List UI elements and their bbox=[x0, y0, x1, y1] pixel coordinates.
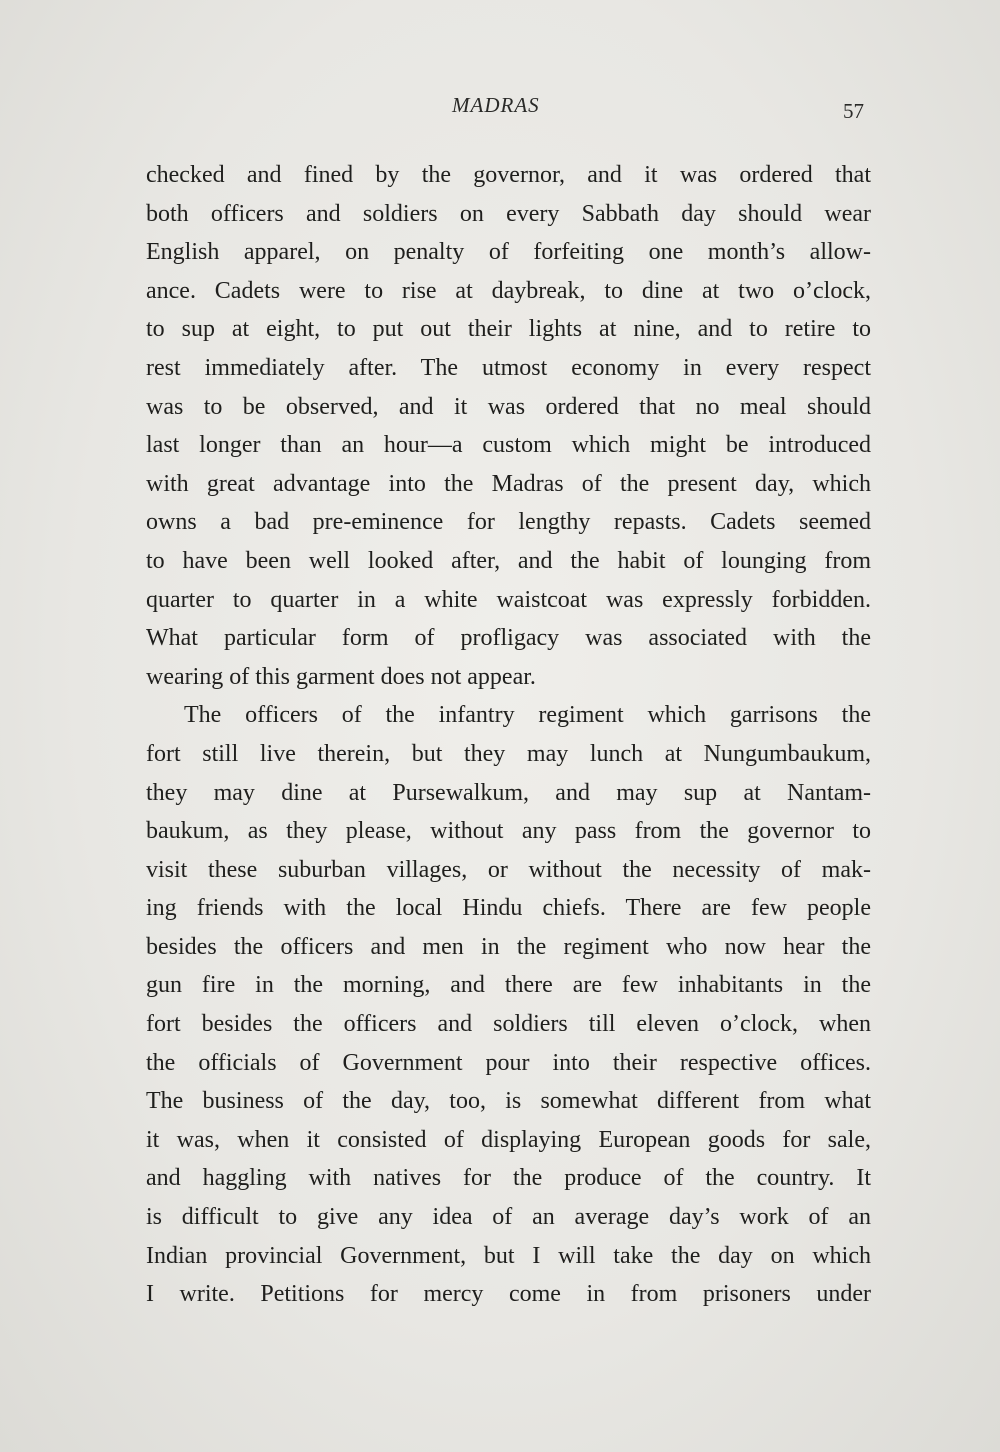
text-line: quarter to quarter in a white waistcoat was expressly forbidden. bbox=[146, 586, 871, 613]
text-line: ance. Cadets were to rise at daybreak, to dine at two o’clock, bbox=[146, 277, 871, 304]
text-line: with great advantage into the Madras of the present day, which bbox=[146, 470, 871, 497]
text-line: the officials of Government pour into their respective offices. bbox=[146, 1049, 871, 1076]
page-number: 57 bbox=[843, 99, 864, 123]
text-line: I write. Petitions for mercy come in from prisoners under bbox=[146, 1281, 871, 1308]
text-line: Indian provincial Government, but I will take the day on which bbox=[146, 1242, 871, 1269]
text-line: was to be observed, and it was ordered that no meal should bbox=[146, 393, 871, 420]
text-line: wearing of this garment does not appear. bbox=[146, 663, 536, 690]
text-line: checked and fined by the governor, and it was ordered that bbox=[146, 162, 871, 188]
running-title: MADRAS bbox=[452, 93, 540, 117]
text-line: besides the officers and men in the regiment who now hear the bbox=[146, 933, 871, 960]
text-line: baukum, as they please, without any pass from the governor to bbox=[146, 818, 871, 845]
running-head bbox=[0, 93, 1000, 123]
text-line: and haggling with natives for the produce of the country. It bbox=[146, 1165, 871, 1192]
text-line: last longer than an hour—a custom which might be introduced bbox=[146, 432, 871, 459]
text-line: fort besides the officers and soldiers till eleven o’clock, when bbox=[146, 1011, 871, 1038]
text-line: The business of the day, too, is somewhat different from what bbox=[146, 1088, 871, 1115]
text-line: fort still live therein, but they may lunch at Nungumbaukum, bbox=[146, 740, 871, 767]
text-line: gun fire in the morning, and there are few inhabitants in the bbox=[146, 972, 871, 999]
text-line: both officers and soldiers on every Sabbath day should wear bbox=[146, 200, 871, 227]
text-line: it was, when it consisted of displaying European goods for sale, bbox=[146, 1126, 871, 1153]
text-line: ing friends with the local Hindu chiefs. There are few people bbox=[146, 895, 871, 922]
text-line: English apparel, on penalty of forfeiting one month’s allow- bbox=[146, 239, 871, 266]
text-line: to sup at eight, to put out their lights at nine, and to retire to bbox=[146, 316, 871, 343]
text-line: rest immediately after. The utmost economy in every respect bbox=[146, 354, 871, 381]
text-line: What particular form of profligacy was associated with the bbox=[146, 625, 871, 652]
text-line: is difficult to give any idea of an average day’s work of an bbox=[146, 1204, 871, 1231]
body-text bbox=[146, 156, 871, 1314]
text-line: they may dine at Pursewalkum, and may sup at Nantam- bbox=[146, 779, 871, 806]
text-line: The officers of the infantry regiment which garrisons the bbox=[184, 702, 871, 729]
text-line: visit these suburban villages, or without the necessity of mak- bbox=[146, 856, 871, 883]
text-line: owns a bad pre-eminence for lengthy repasts. Cadets seemed bbox=[146, 509, 871, 536]
text-line: to have been well looked after, and the habit of lounging from bbox=[146, 547, 871, 574]
